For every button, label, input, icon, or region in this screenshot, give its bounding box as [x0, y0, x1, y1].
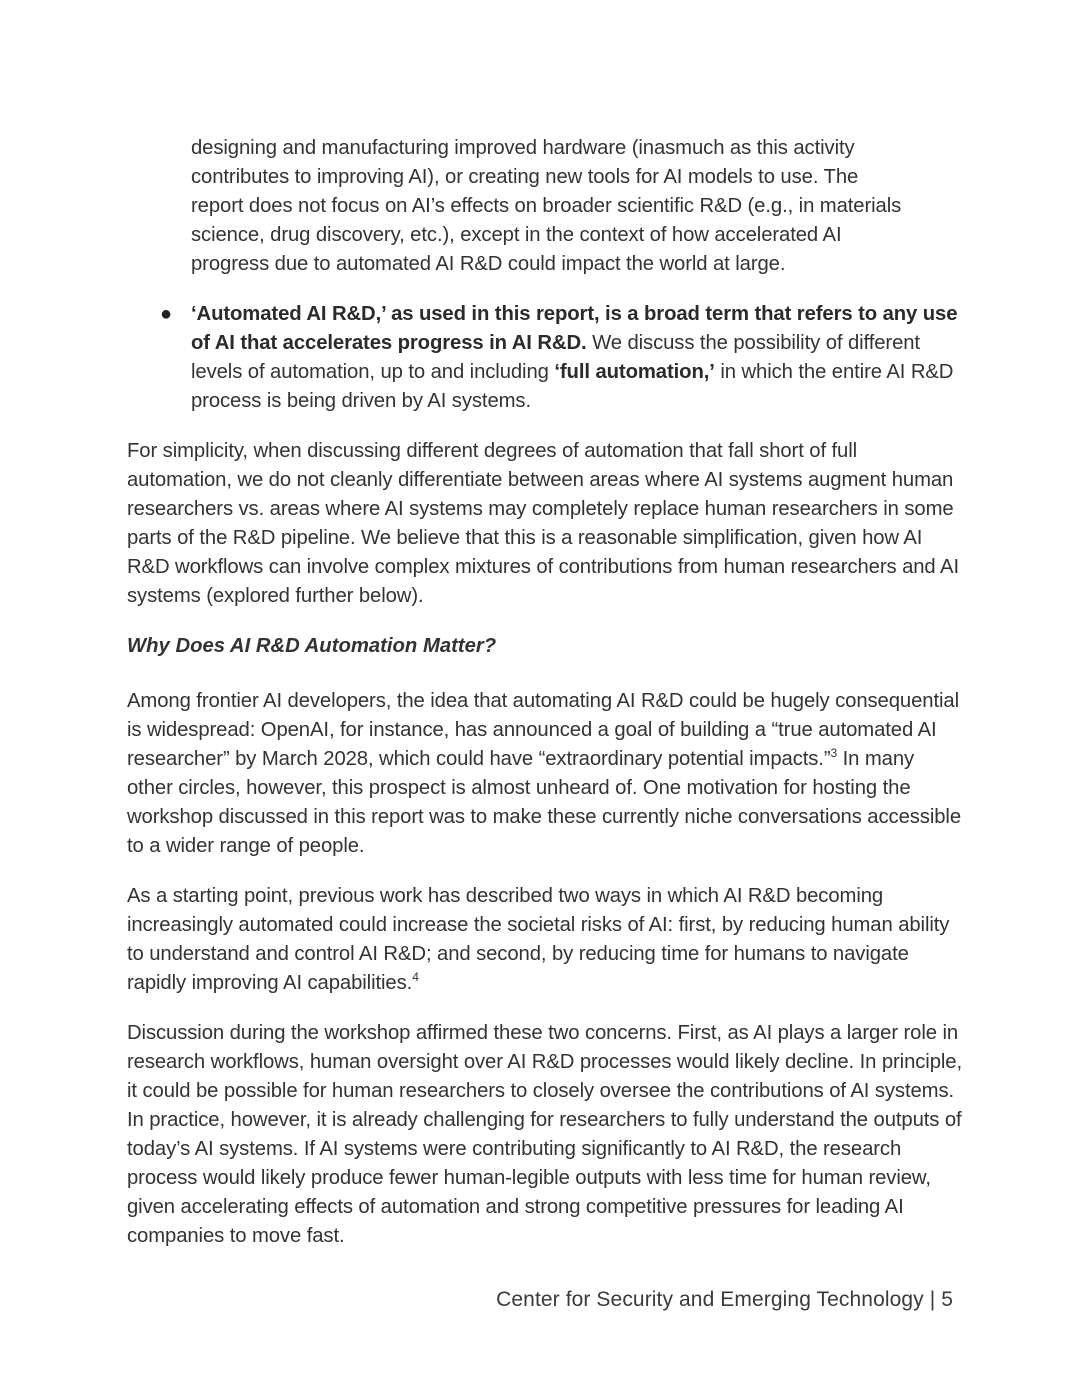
paragraph-text: In many other circles, however, this prospect is almost unheard of. One motivation for hosting the workshop discussed in this report was to make these currently niche conversations accessible to a wider range of people.: [127, 748, 961, 857]
page-number: 5: [941, 1288, 953, 1311]
bullet-text-end: in which the entire AI R&D process is being driven by AI systems.: [191, 361, 954, 412]
text-line: science, drug discovery, etc.), except in the context of how accelerated AI: [191, 224, 842, 246]
footnote-ref-3[interactable]: 3: [830, 746, 838, 760]
paragraph-discussion: Discussion during the workshop affirmed these two concerns. First, as AI plays a larger role in research workflows, human oversight over AI R&D processes would likely decline. In principle, it could be possible for human researchers to closely oversee the contributions of AI systems. In practice, however, it is already challenging for researchers to fully understand the outputs of today’s AI systems. If AI systems were contributing significantly to AI R&D, the research process would likely produce fewer human-legible outputs with less time for human review, given accelerating effects of automation and strong competitive pressures for leading AI companies to move fast.: [127, 1022, 962, 1247]
text-line: progress due to automated AI R&D could impact the world at large.: [191, 253, 786, 275]
paragraph-text: Among frontier AI developers, the idea that automating AI R&D could be hugely consequential is widespread: OpenAI, for instance, has announced a goal of building a “true automated AI researcher” by March 2028, which could have “extraordinary potential impacts.”: [127, 690, 959, 770]
bold-term: ‘full automation,’: [554, 361, 715, 383]
page-footer: [496, 1285, 953, 1314]
bullet-list-item: [160, 300, 961, 416]
bullet-text: We discuss the possibility of different levels of automation, up to and including: [191, 332, 920, 383]
paragraph-starting-point: [127, 882, 962, 998]
footnote-ref-4[interactable]: 4: [412, 970, 419, 984]
footer-organization: Center for Security and Emerging Technology: [496, 1288, 924, 1311]
continuation-paragraph: [191, 134, 961, 279]
text-line: contributes to improving AI), or creating new tools for AI models to use. The: [191, 166, 859, 188]
paragraph-text: As a starting point, previous work has described two ways in which AI R&D becoming increasingly automated could increase the societal risks of AI: first, by reducing human ability to understand and control AI R&D; and second, by reducing time for humans to navigate rapidly improving AI capabilities.: [127, 885, 950, 994]
bullet-dot-icon: ●: [160, 303, 172, 325]
paragraph-frontier: [127, 687, 962, 861]
footer-separator: |: [923, 1288, 942, 1311]
paragraph-simplicity: For simplicity, when discussing different degrees of automation that fall short of full automation, we do not cleanly differentiate between areas where AI systems augment human researchers vs. areas where AI systems may completely replace human researchers in some parts of the R&D pipeline. We believe that this is a reasonable simplification, given how AI R&D workflows can involve complex mixtures of contributions from human researchers and AI systems (explored further below).: [127, 440, 959, 607]
bold-definition: ‘Automated AI R&D,’ as used in this report, is a broad term that refers to any use of AI that accelerates progress in AI R&D.: [191, 303, 958, 354]
section-heading: Why Does AI R&D Automation Matter?: [127, 635, 497, 657]
text-line: report does not focus on AI’s effects on broader scientific R&D (e.g., in materials: [191, 195, 902, 217]
text-line: designing and manufacturing improved hardware (inasmuch as this activity: [191, 137, 855, 159]
